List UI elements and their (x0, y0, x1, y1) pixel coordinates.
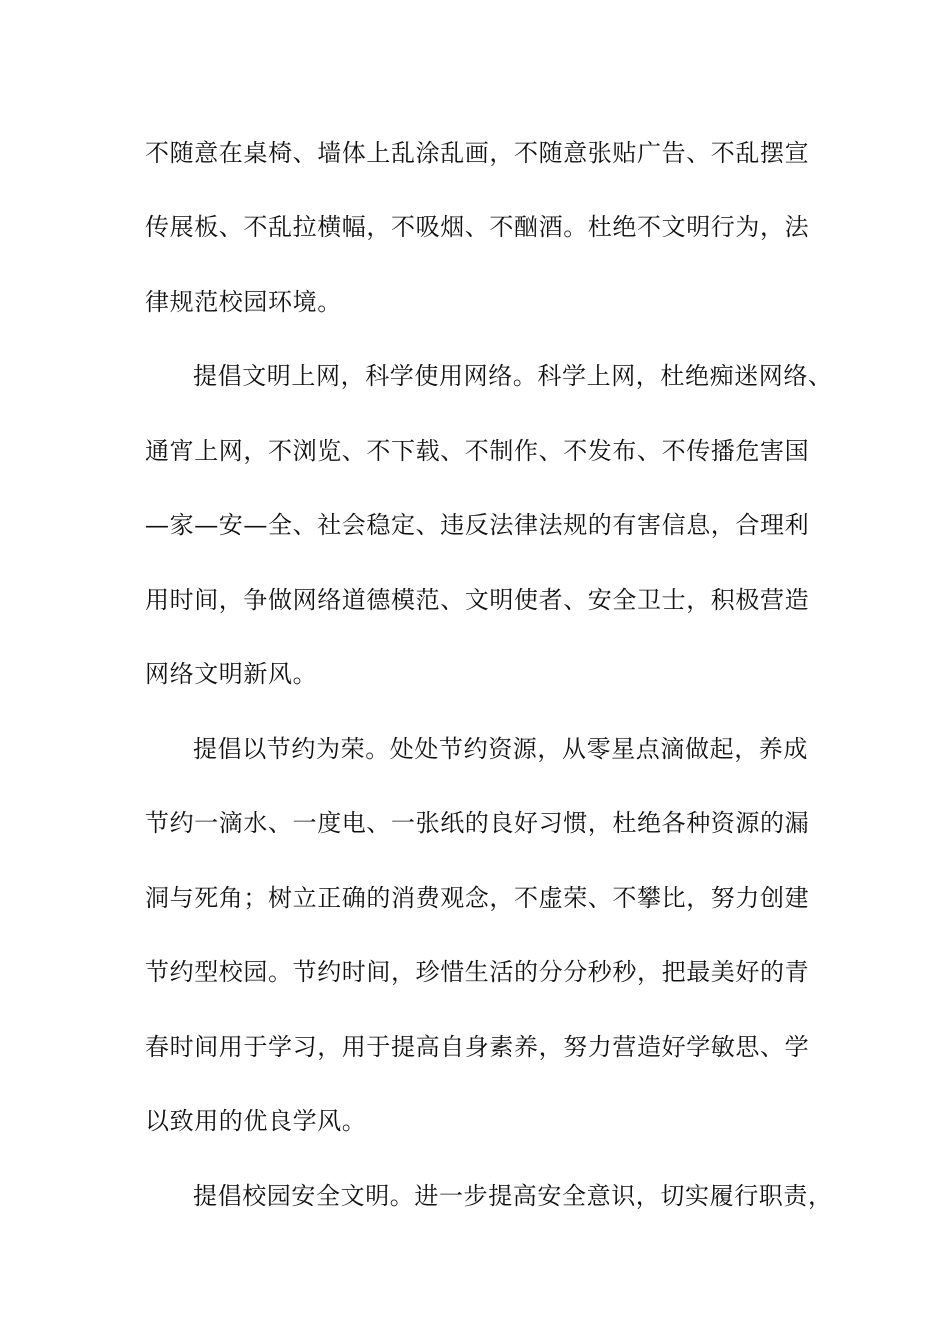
text-line: 节约型校园。节约时间，珍惜生活的分分秒秒，把最美好的青 (145, 958, 810, 986)
text-line: 提倡文明上网，科学使用网络。科学上网，杜绝痴迷网络、 (193, 362, 833, 390)
text-line: 春时间用于学习，用于提高自身素养，努力营造好学敏思、学 (145, 1033, 810, 1061)
text-line: 传展板、不乱拉横幅，不吸烟、不酗酒。杜绝不文明行为，法 (145, 213, 810, 241)
text-line: —家—安—全、社会稳定、违反法律法规的有害信息，合理利 (145, 511, 810, 539)
text-line: 节约一滴水、一度电、一张纸的良好习惯，杜绝各种资源的漏 (145, 809, 810, 837)
text-line: 律规范校园环境。 (145, 288, 342, 316)
text-line: 提倡以节约为荣。处处节约资源，从零星点滴做起，养成 (193, 735, 808, 763)
text-line: 不随意在桌椅、墙体上乱涂乱画，不随意张贴广告、不乱摆宣 (145, 139, 810, 167)
text-line: 用时间，争做网络道德模范、文明使者、安全卫士，积极营造 (145, 586, 810, 614)
text-line: 以致用的优良学风。 (145, 1107, 367, 1135)
text-line: 洞与死角；树立正确的消费观念，不虚荣、不攀比，努力创建 (145, 884, 810, 912)
text-line: 网络文明新风。 (145, 660, 318, 688)
text-line: 通宵上网，不浏览、不下载、不制作、不发布、不传播危害国 (145, 437, 810, 465)
text-line: 提倡校园安全文明。进一步提高安全意识，切实履行职责， (193, 1182, 833, 1210)
